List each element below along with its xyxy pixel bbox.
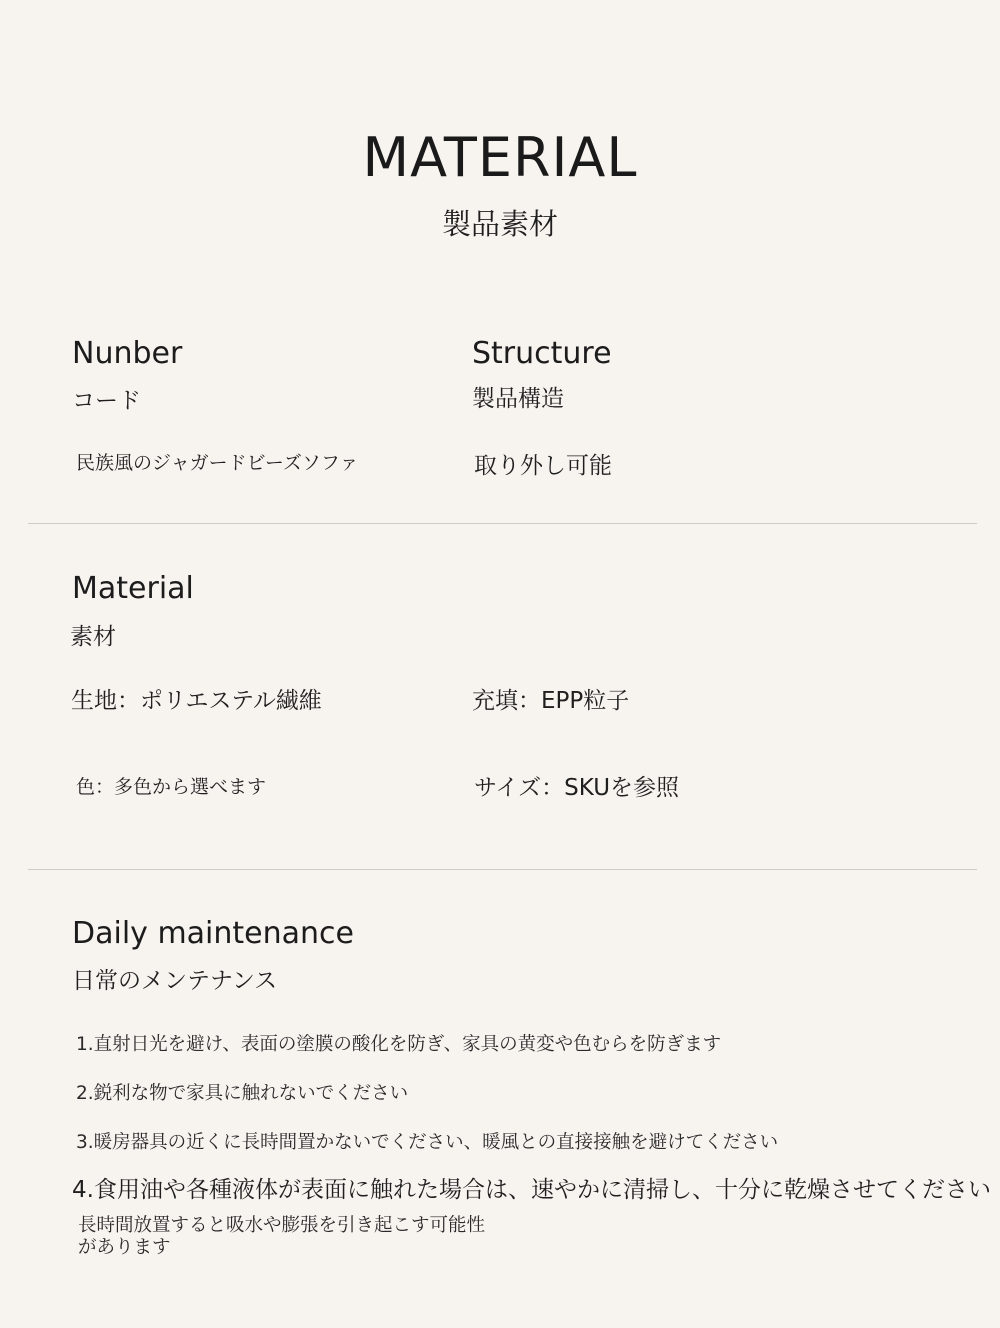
code-value: 民族風のジャガードビーズソファ xyxy=(76,452,359,474)
maintenance-item: 3.暖房器具の近くに長時間置かないでください、暖風との直接接触を避けてください xyxy=(76,1132,779,1153)
fabric-value: 生地：ポリエステル繊維 xyxy=(71,688,322,714)
code-heading-en: Nunber xyxy=(72,336,183,371)
maintenance-item: 1.直射日光を避け、表面の塗膜の酸化を防ぎ、家具の黄変や色むらを防ぎます xyxy=(76,1034,722,1055)
structure-value: 取り外し可能 xyxy=(474,453,612,479)
maintenance-heading-jp: 日常のメンテナンス xyxy=(72,968,278,994)
page-subtitle: 製品素材 xyxy=(441,207,558,241)
structure-heading-jp: 製品構造 xyxy=(472,386,564,412)
maintenance-item: 4.食用油や各種液体が表面に触れた場合は、速やかに清掃し、十分に乾燥させてください xyxy=(72,1177,991,1203)
page-title: MATERIAL xyxy=(362,126,638,189)
section-divider xyxy=(28,523,977,524)
structure-heading-en: Structure xyxy=(472,336,612,371)
size-value: サイズ：SKUを参照 xyxy=(474,775,680,801)
maintenance-heading-en: Daily maintenance xyxy=(72,916,354,951)
maintenance-item: 2.鋭利な物で家具に触れないでください xyxy=(76,1083,409,1104)
material-heading-jp: 素材 xyxy=(70,624,116,650)
maintenance-note: 長時間放置すると吸水や膨張を引き起こす可能性があります xyxy=(78,1215,486,1258)
material-heading-en: Material xyxy=(72,571,194,606)
filling-value: 充填：EPP粒子 xyxy=(472,688,630,714)
code-heading-jp: コード xyxy=(72,388,141,414)
section-divider xyxy=(28,869,977,870)
color-value: 色：多色から選べます xyxy=(76,776,267,798)
